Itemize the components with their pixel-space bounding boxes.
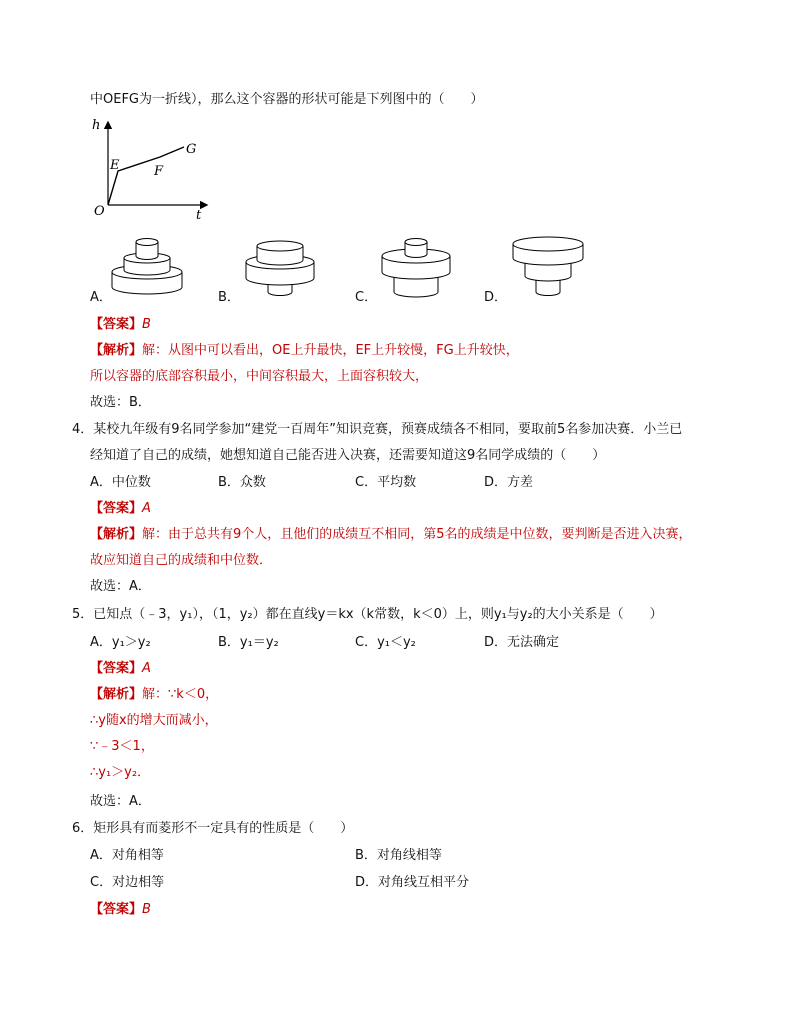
q4-option-b[interactable]: B．众数 [218,475,266,490]
q3-height-time-graph [88,115,218,225]
q3-option-a-container [110,232,200,302]
q4-stem-line-1: 4．某校九年级有9名同学参加“建党一百周年”知识竞赛，预赛成绩各不相同，要取前5名参加决赛．小兰已 [72,422,683,437]
answer-tag: 【答案】 [90,902,143,917]
answer-tag: 【答案】 [90,317,143,332]
q3-analysis-line-2: 所以容器的底部容积最小，中间容积最大，上面容积较大， [90,369,429,384]
q6-option-d[interactable]: D．对角线互相平分 [355,875,470,890]
q3-option-a-label[interactable]: A． [90,290,112,305]
origin-label: O [94,204,105,219]
q5-option-d[interactable]: D．无法确定 [484,635,560,650]
q5-stem: 5．已知点（﹣3，y₁），（1，y₂）都在直线y＝kx（k常数，k＜0）上，则y₁与y₂的大小关系是（ ） [72,607,663,622]
q4-analysis-line-2: 故应知道自己的成绩和中位数． [90,553,273,568]
q5-analysis-line-4: ∴y₁＞y₂． [90,765,151,780]
q3-analysis-line-1 [90,341,519,361]
q5-conclusion: 故选：A． [90,794,151,809]
q3-option-b-container [244,236,334,306]
point-f-label: F [154,164,164,179]
q5-answer [90,659,151,679]
q4-option-d[interactable]: D．方差 [484,475,534,490]
q3-answer [90,315,151,335]
q3-conclusion: 故选：B． [90,395,151,410]
q5-analysis-line-1 [90,685,218,705]
q5-analysis-line-2: ∴y随x的增大而减小， [90,713,218,728]
analysis-tag: 【解析】 [90,687,143,702]
q3-option-d-container [512,236,602,306]
answer-value: A [142,501,151,516]
q4-answer [90,499,151,519]
analysis-text: 解：由于总共有9个人，且他们的成绩互不相同，第5名的成绩是中位数，要判断是否进入决赛， [142,527,692,542]
q4-option-a[interactable]: A．中位数 [90,475,151,490]
q6-stem: 6．矩形具有而菱形不一定具有的性质是（ ） [72,821,354,836]
q5-analysis-line-3: ∵﹣3＜1， [90,739,154,754]
q6-option-b[interactable]: B．对角线相等 [355,848,442,863]
q3-stem-tail: 中OEFG为一折线），那么这个容器的形状可能是下列图中的（ ） [90,92,484,107]
q6-option-a[interactable]: A．对角相等 [90,848,164,863]
analysis-tag: 【解析】 [90,527,143,542]
analysis-text: 解：∵k＜0， [142,687,219,702]
q3-option-b-label[interactable]: B． [218,290,240,305]
answer-value: B [142,902,151,917]
answer-value: B [142,317,151,332]
answer-value: A [142,661,151,676]
axis-t-label: t [196,208,202,223]
q3-option-c-container [380,234,470,304]
q5-option-c[interactable]: C．y₁＜y₂ [355,635,416,650]
q3-option-d-label[interactable]: D． [484,290,508,305]
answer-tag: 【答案】 [90,661,143,676]
q4-stem-line-2: 经知道了自己的成绩，她想知道自己能否进入决赛，还需要知道这9名同学成绩的（ ） [90,448,606,463]
q4-option-c[interactable]: C．平均数 [355,475,417,490]
q4-conclusion: 故选：A． [90,579,151,594]
point-g-label: G [186,142,197,157]
q4-analysis-line-1 [90,525,692,545]
axis-h-label: h [92,118,101,133]
q3-option-c-label[interactable]: C． [355,290,378,305]
oefg-polyline [108,147,184,205]
q5-option-a[interactable]: A．y₁＞y₂ [90,635,151,650]
answer-tag: 【答案】 [90,501,143,516]
analysis-tag: 【解析】 [90,343,143,358]
q5-option-b[interactable]: B．y₁＝y₂ [218,635,279,650]
point-e-label: E [110,158,120,173]
q6-option-c[interactable]: C．对边相等 [90,875,165,890]
analysis-text: 解：从图中可以看出，OE上升最快，EF上升较慢，FG上升较快， [142,343,519,358]
q6-answer [90,900,151,920]
